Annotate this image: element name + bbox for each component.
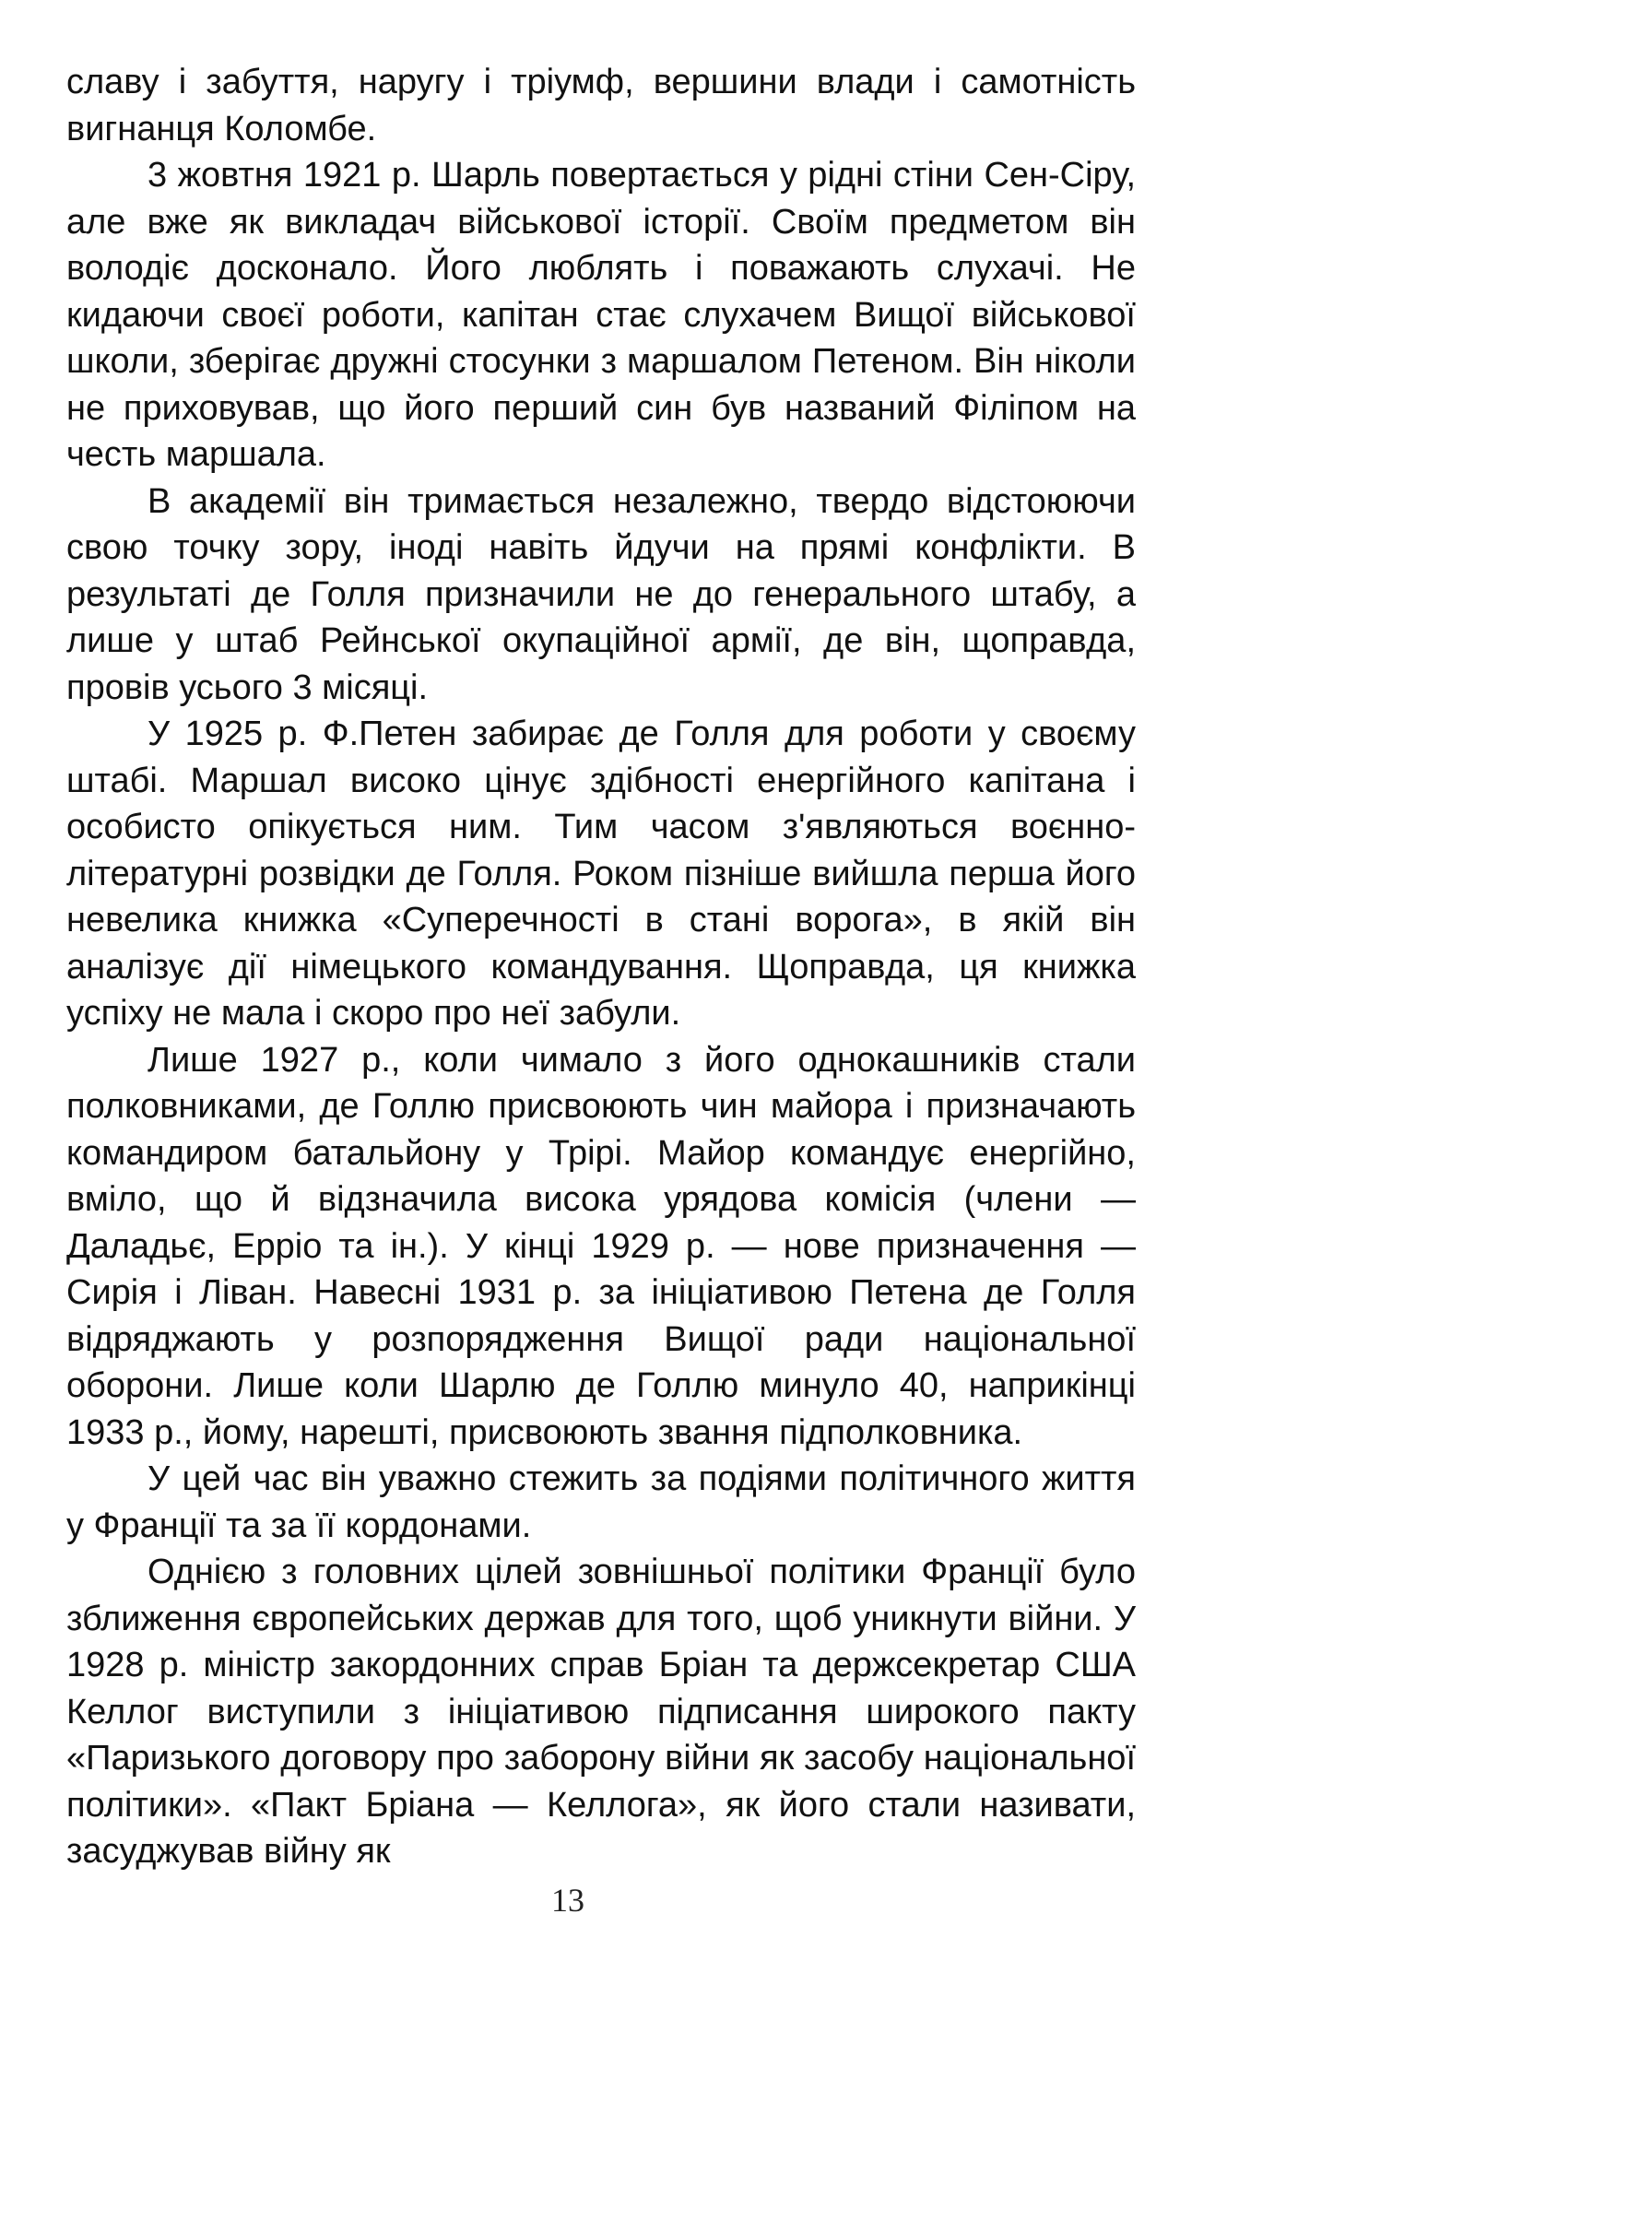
paragraph-academy: В академії він тримається незалежно, твердо відстоюючи свою точку зору, іноді навіть йдучи на прямі конфлікти. В результаті де Голля призначили не до генерального штабу, а лише у штаб Рейнської окупаційної армії, де він, щоправда, провів усього 3 місяці.	[66, 481, 1136, 707]
paragraph-return-to-saint-cyr: 3 жовтня 1921 р. Шарль повертається у рідні стіни Сен-Сіру, але вже як викладач військової історії. Своїм предметом він володіє досконало. Його люблять і поважають слухачі. Не кидаючи своєї роботи, капітан стає слухачем Вищої військової школи, зберігає дружні стосунки з маршалом Петеном. Він ніколи не приховував, що його перший син був названий Філіпом на честь маршала.	[66, 156, 1136, 474]
paragraph-major-promotion: Лише 1927 р., коли чимало з його однокашників стали полковниками, де Голлю присвоюють чин майора і призначають командиром батальйону у Трірі. Майор командує енергійно, вміло, що й відзначила висока урядова комісія (члени — Даладьє, Ерріо та ін.). У кінці 1929 р. — нове призначення — Сирія і Ліван. Навесні 1931 р. за ініціативою Петена де Голля відряджають у розпорядження Вищої ради національної оборони. Лише коли Шарлю де Голлю минуло 40, наприкінці 1933 р., йому, нарешті, присвоюють звання підполковника.	[66, 1040, 1136, 1452]
body-text	[66, 59, 1136, 1875]
page-number: 13	[551, 1882, 584, 1919]
paragraph-continuation: славу і забуття, наругу і тріумф, вершини влади і самотність вигнанця Коломбе.	[66, 63, 1136, 148]
paragraph-briand-kellogg: Однією з головних цілей зовнішньої політики Франції було зближення європейських держав для того, щоб уникнути війни. У 1928 р. міністр закордонних справ Бріан та держсекретар США Келлог виступили з ініціативою підписання широкого пакту «Паризького договору про заборону війни як засобу національної політики». «Пакт Бріана — Келлога», як його стали називати, засуджував війну як	[66, 1553, 1136, 1871]
paragraph-petain-staff: У 1925 р. Ф.Петен забирає де Голля для роботи у своєму штабі. Маршал високо цінує здібності енергійного капітана і особисто опікується ним. Тим часом з'являються воєнно-літературні розвідки де Голля. Роком пізніше вийшла перша його невелика книжка «Суперечності в стані ворога», в якій він аналізує дії німецького командування. Щоправда, ця книжка успіху не мала і скоро про неї забули.	[66, 715, 1136, 1033]
paragraph-political-life: У цей час він уважно стежить за подіями політичного життя у Франції та за її кордонами.	[66, 1459, 1136, 1545]
